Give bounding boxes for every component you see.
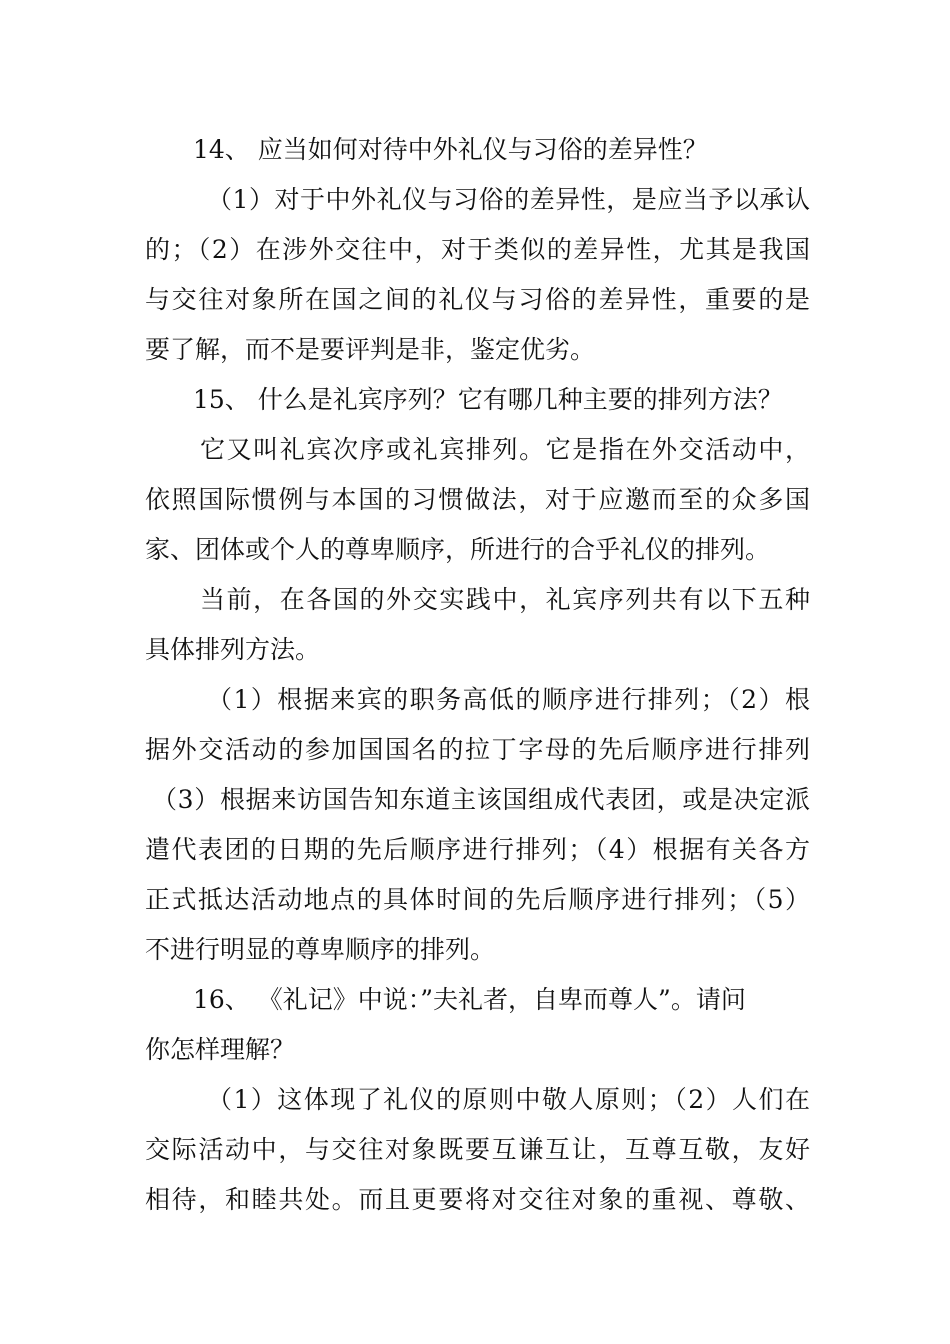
- answer-15-line-1: 它又叫礼宾次序或礼宾排列。它是指在外交活动中，: [200, 435, 810, 464]
- answer-15-line-10: 正式抵达活动地点的具体时间的先后顺序进行排列；（5）: [145, 885, 810, 914]
- answer-14-line-3: 与交往对象所在国之间的礼仪与习俗的差异性，重要的是: [145, 285, 810, 314]
- answer-15-line-6: （1）根据来宾的职务高低的顺序进行排列；（2）根: [207, 685, 810, 714]
- answer-15-line-3: 家、团体或个人的尊卑顺序，所进行的合乎礼仪的排列。: [145, 535, 771, 564]
- answer-15-line-7: 据外交活动的参加国国名的拉丁字母的先后顺序进行排列: [145, 735, 810, 764]
- answer-16-line-1: （1）这体现了礼仪的原则中敬人原则；（2）人们在: [207, 1085, 810, 1114]
- answer-15-line-11: 不进行明显的尊卑顺序的排列。: [145, 935, 496, 964]
- answer-15-line-5: 具体排列方法。: [145, 635, 321, 664]
- answer-16-line-2: 交际活动中，与交往对象既要互谦互让，互尊互敬，友好: [145, 1135, 810, 1164]
- answer-14-line-2: 的；（2）在涉外交往中，对于类似的差异性，尤其是我国: [145, 235, 810, 264]
- question-16-heading-cont: 你怎样理解？: [145, 1035, 296, 1064]
- answer-15-line-4: 当前，在各国的外交实践中，礼宾序列共有以下五种: [200, 585, 810, 614]
- question-16-heading: 16、 《礼记》中说：”夫礼者，自卑而尊人”。请问: [193, 985, 746, 1014]
- question-14-heading: 14、 应当如何对待中外礼仪与习俗的差异性？: [193, 135, 708, 164]
- answer-15-line-9: 遣代表团的日期的先后顺序进行排列；（4）根据有关各方: [145, 835, 810, 864]
- question-15-heading: 15、 什么是礼宾序列？它有哪几种主要的排列方法？: [193, 385, 783, 414]
- answer-14-line-4: 要了解，而不是要评判是非，鉴定优劣。: [145, 335, 596, 364]
- answer-14-line-1: （1）对于中外礼仪与习俗的差异性，是应当予以承认: [207, 185, 810, 214]
- answer-15-line-2: 依照国际惯例与本国的习惯做法，对于应邀而至的众多国: [145, 485, 810, 514]
- answer-16-line-3: 相待，和睦共处。而且更要将对交往对象的重视、尊敬、: [145, 1185, 810, 1214]
- answer-15-line-8: （3）根据来访国告知东道主该国组成代表团，或是决定派: [152, 785, 810, 814]
